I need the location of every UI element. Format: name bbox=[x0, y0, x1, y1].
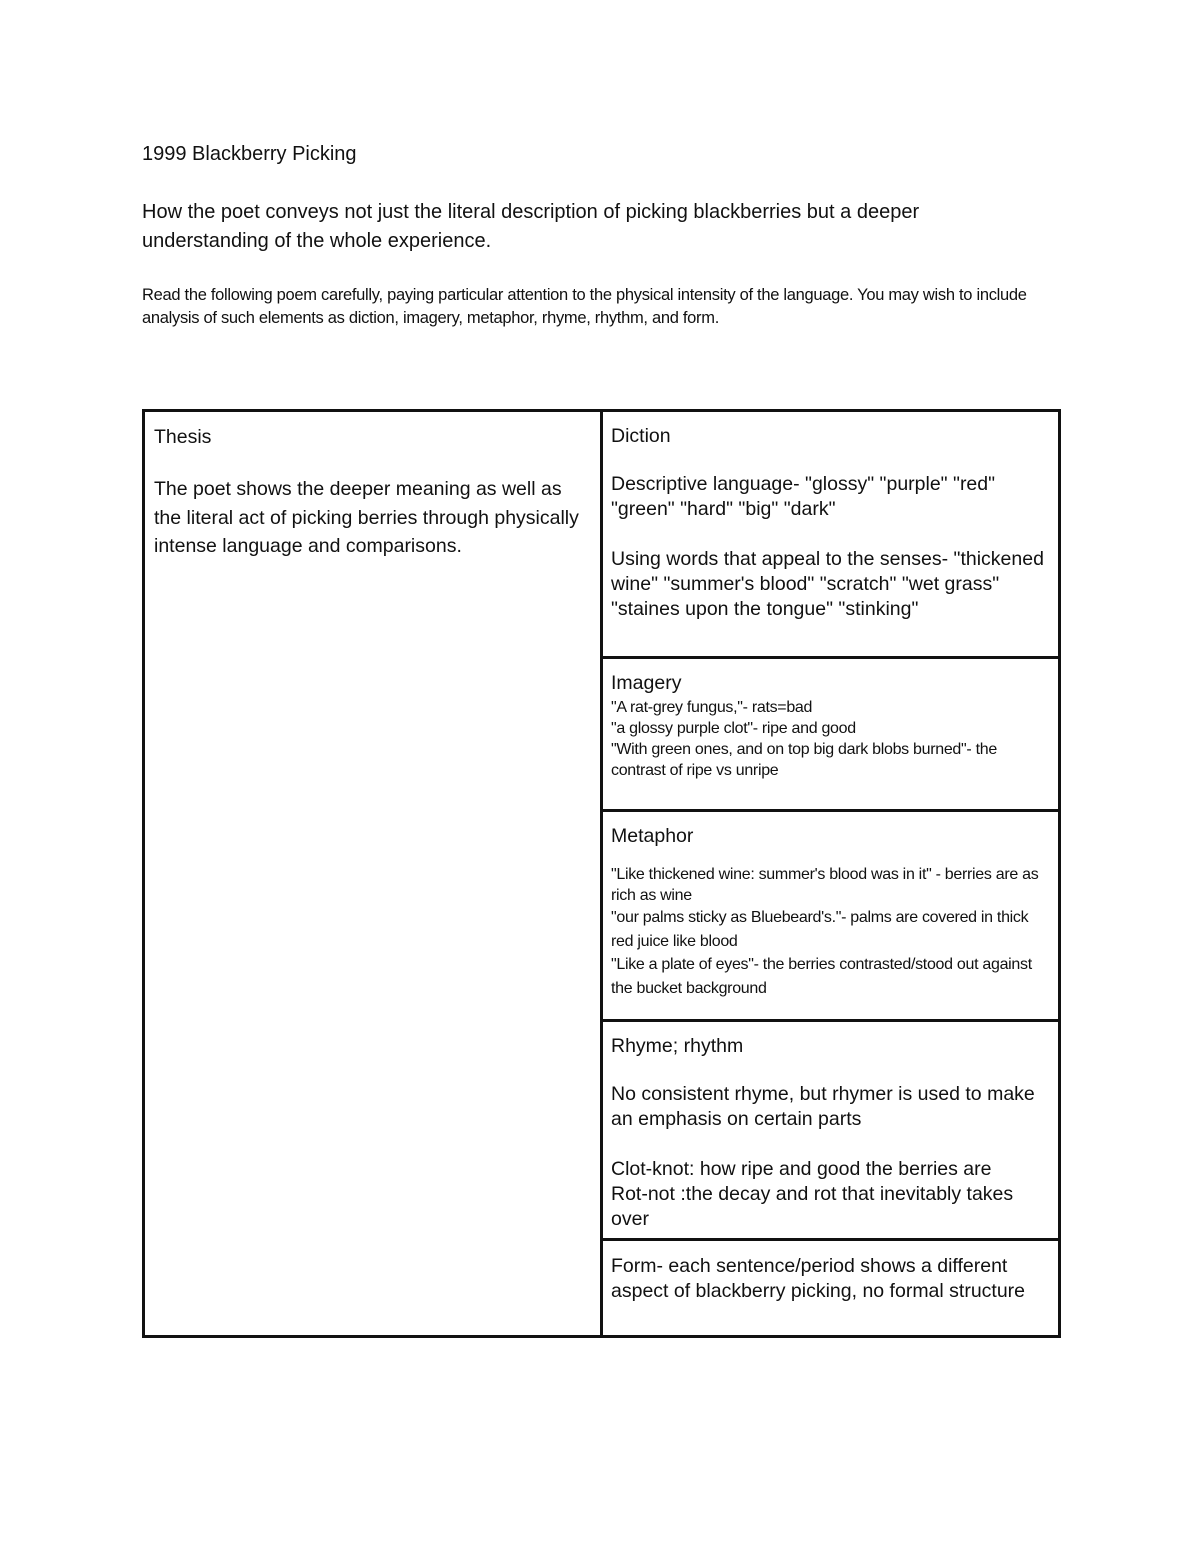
imagery-line: "a glossy purple clot"- ripe and good bbox=[611, 720, 856, 737]
metaphor-cell bbox=[603, 812, 1058, 1022]
diction-cell bbox=[603, 412, 1058, 659]
form-text: Form- each sentence/period shows a different aspect of blackberry picking, no formal structure bbox=[611, 1255, 1026, 1302]
imagery-line: "With green ones, and on top big dark blobs burned"- the contrast of ripe vs unripe bbox=[611, 741, 997, 779]
analysis-table bbox=[142, 409, 1061, 1338]
analysis-column bbox=[603, 412, 1058, 1335]
page-title: 1999 Blackberry Picking bbox=[142, 143, 357, 165]
metaphor-line: "our palms sticky as Bluebeard's."- palms are covered in thick red juice like blood bbox=[611, 909, 1029, 950]
imagery-line: "A rat-grey fungus,"- rats=bad bbox=[611, 699, 813, 716]
imagery-heading: Imagery bbox=[611, 672, 682, 694]
diction-heading: Diction bbox=[611, 425, 671, 447]
diction-senses-text: Using words that appeal to the senses- "thickened wine" "summer's blood" "scratch" "wet grass" "staines upon the tongue" "stinking" bbox=[611, 548, 1044, 620]
rhyme-text: No consistent rhyme, but rhymer is used to make an emphasis on certain parts bbox=[611, 1083, 1035, 1130]
diction-descriptive-text: Descriptive language- "glossy" "purple" "red" "green" "hard" "big" "dark" bbox=[611, 473, 996, 520]
thesis-cell bbox=[145, 412, 603, 1335]
rhyme-rot-not-text: Rot-not :the decay and rot that inevitably takes over bbox=[611, 1183, 1014, 1230]
rhyme-clot-knot-text: Clot-knot: how ripe and good the berries are bbox=[611, 1158, 992, 1180]
thesis-heading: Thesis bbox=[154, 426, 212, 448]
metaphor-line: "Like thickened wine: summer's blood was in it" - berries are as rich as wine bbox=[611, 866, 1039, 904]
imagery-cell bbox=[603, 659, 1058, 812]
instructions-text: Read the following poem carefully, paying particular attention to the physical intensity of the language. You may wish to include analysis of such elements as diction, imagery, metaphor, rhyme, rhythm, and form. bbox=[142, 286, 1027, 327]
metaphor-line: "Like a plate of eyes"- the berries contrasted/stood out against the bucket background bbox=[611, 956, 1032, 997]
rhyme-heading: Rhyme; rhythm bbox=[611, 1035, 744, 1057]
rhyme-rhythm-cell bbox=[603, 1022, 1058, 1241]
essay-prompt: How the poet conveys not just the literal description of picking blackberries but a deeper understanding of the whole experience. bbox=[142, 201, 920, 252]
form-cell bbox=[603, 1241, 1058, 1335]
thesis-text: The poet shows the deeper meaning as well as the literal act of picking berries through physically intense language and comparisons. bbox=[154, 478, 579, 557]
metaphor-heading: Metaphor bbox=[611, 825, 694, 847]
